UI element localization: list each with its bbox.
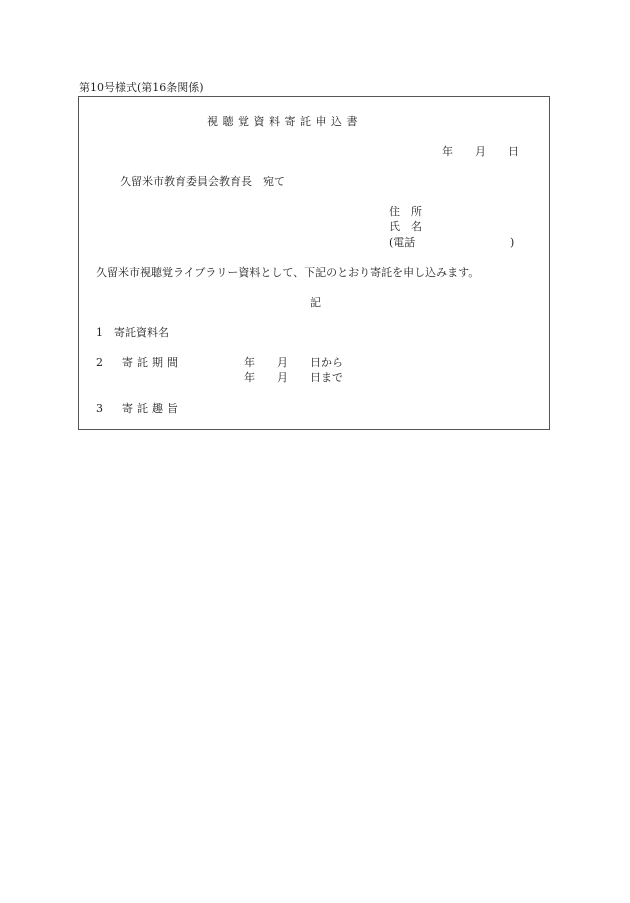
application-statement: 久留米市視聴覚ライブラリー資料として、下記のとおり寄託を申し込みます。: [96, 266, 480, 279]
form-number-label: 第10号様式(第16条関係): [79, 81, 204, 94]
date-month: 月: [475, 145, 486, 158]
date-day: 日: [508, 145, 519, 158]
period-from: 年 月 日から: [244, 356, 343, 369]
phone-close-paren: ): [510, 236, 515, 249]
name-label: 氏 名: [389, 220, 422, 233]
addressee: 久留米市教育委員会教育長 宛て: [120, 175, 285, 188]
address-label: 住 所: [389, 205, 422, 218]
form-title: 視聴覚資料寄託申込書: [207, 115, 362, 128]
item-deposit-material-name: 1 寄託資料名: [96, 326, 169, 339]
date-year: 年: [442, 145, 453, 158]
item-deposit-purpose: 3 寄託趣旨: [96, 402, 182, 415]
period-to: 年 月 日まで: [244, 371, 343, 384]
date-line: [442, 145, 519, 159]
phone-label: (電話: [389, 236, 416, 249]
ki-heading: 記: [310, 296, 321, 309]
item-deposit-period: 2 寄託期間: [96, 356, 182, 369]
